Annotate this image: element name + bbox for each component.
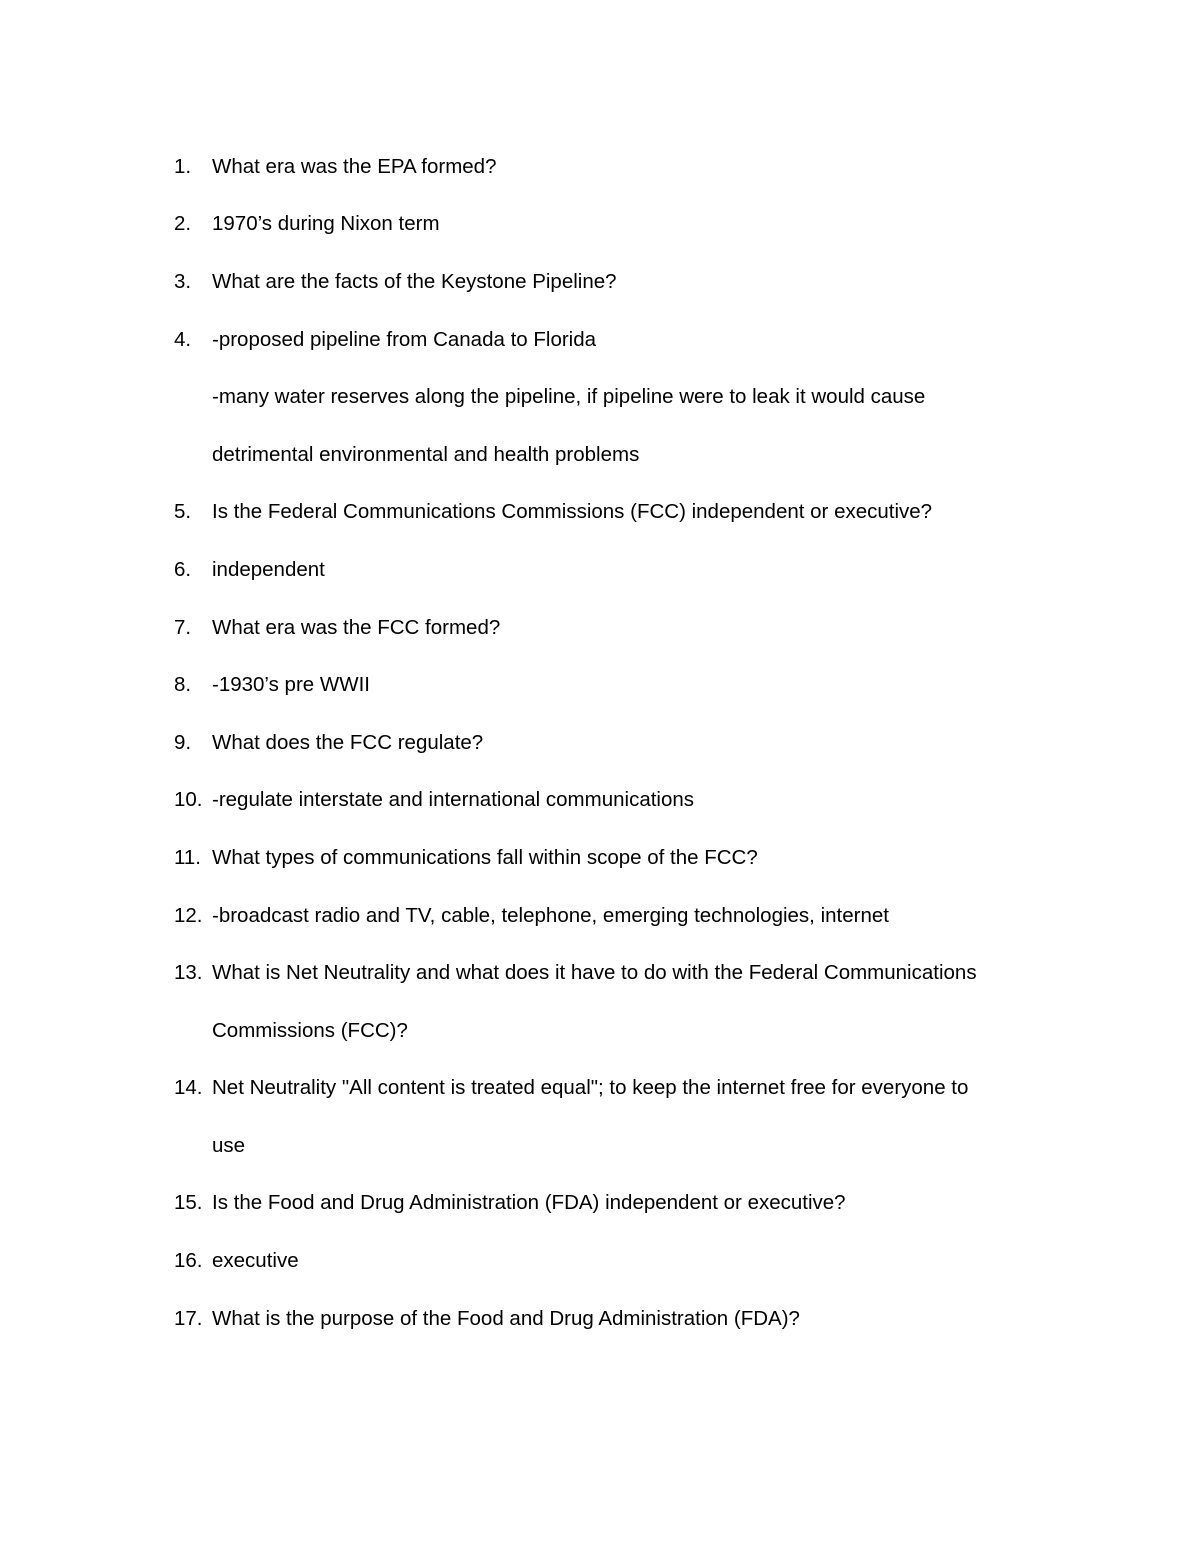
list-item-number: 15. xyxy=(174,1191,203,1215)
list-item-number: 14. xyxy=(174,1076,203,1100)
list-item xyxy=(174,944,1074,1002)
list-item-number: 13. xyxy=(174,961,203,985)
numbered-list xyxy=(174,138,1074,1347)
list-item xyxy=(174,714,1074,772)
list-item-number: 6. xyxy=(174,557,192,581)
list-item-continuation xyxy=(174,1002,1074,1060)
list-item-text: independent xyxy=(212,557,325,581)
list-item-text: Is the Food and Drug Administration (FDA) independent or executive? xyxy=(212,1191,846,1215)
list-item xyxy=(174,599,1074,657)
list-item-text: detrimental environmental and health problems xyxy=(212,442,640,466)
list-item-text: -many water reserves along the pipeline, if pipeline were to leak it would cause xyxy=(212,385,926,409)
list-item-text: What does the FCC regulate? xyxy=(212,730,484,754)
list-item-number: 1. xyxy=(174,154,192,178)
list-item-number: 5. xyxy=(174,500,192,524)
list-item-text: What era was the FCC formed? xyxy=(212,615,501,639)
list-item xyxy=(174,1290,1074,1348)
list-item-text: 1970’s during Nixon term xyxy=(212,212,440,236)
list-item-number: 16. xyxy=(174,1249,203,1273)
list-item-number: 11. xyxy=(174,845,201,869)
list-item xyxy=(174,541,1074,599)
list-item xyxy=(174,656,1074,714)
list-item xyxy=(174,1175,1074,1233)
list-item-number: 8. xyxy=(174,673,192,697)
list-item-continuation xyxy=(174,1117,1074,1175)
list-item xyxy=(174,311,1074,369)
list-item xyxy=(174,829,1074,887)
list-item xyxy=(174,1060,1074,1118)
list-item-number: 12. xyxy=(174,903,203,927)
list-item-number: 7. xyxy=(174,615,192,639)
list-item-text: What is the purpose of the Food and Drug Administration (FDA)? xyxy=(212,1306,800,1330)
list-item-text: -regulate interstate and international communications xyxy=(212,788,695,812)
list-item xyxy=(174,253,1074,311)
list-item-number: 3. xyxy=(174,269,192,293)
list-item-text: -broadcast radio and TV, cable, telephone, emerging technologies, internet xyxy=(212,903,889,927)
list-item xyxy=(174,1232,1074,1290)
list-item-number: 4. xyxy=(174,327,192,351)
list-item-text: -1930’s pre WWII xyxy=(212,673,370,697)
list-item-text: executive xyxy=(212,1249,299,1273)
list-item-text: What era was the EPA formed? xyxy=(212,154,497,178)
list-item-text: -proposed pipeline from Canada to Florida xyxy=(212,327,597,351)
list-item-text: Is the Federal Communications Commissions (FCC) independent or executive? xyxy=(212,500,933,524)
list-item-text: use xyxy=(212,1133,246,1157)
list-item-continuation xyxy=(174,368,1074,426)
list-item-text: What types of communications fall within scope of the FCC? xyxy=(212,845,758,869)
list-item-number: 9. xyxy=(174,730,192,754)
list-item-text: What is Net Neutrality and what does it have to do with the Federal Communications xyxy=(212,961,977,985)
list-item xyxy=(174,484,1074,542)
list-item-number: 10. xyxy=(174,788,203,812)
list-item xyxy=(174,772,1074,830)
list-item-text: Commissions (FCC)? xyxy=(212,1018,408,1042)
list-item-continuation xyxy=(174,426,1074,484)
list-item-text: Net Neutrality "All content is treated equal"; to keep the internet free for everyone to xyxy=(212,1076,969,1100)
list-item xyxy=(174,887,1074,945)
list-item-text: What are the facts of the Keystone Pipeline? xyxy=(212,269,617,293)
list-item-number: 2. xyxy=(174,212,192,236)
list-item-number: 17. xyxy=(174,1306,203,1330)
list-item xyxy=(174,196,1074,254)
list-item xyxy=(174,138,1074,196)
